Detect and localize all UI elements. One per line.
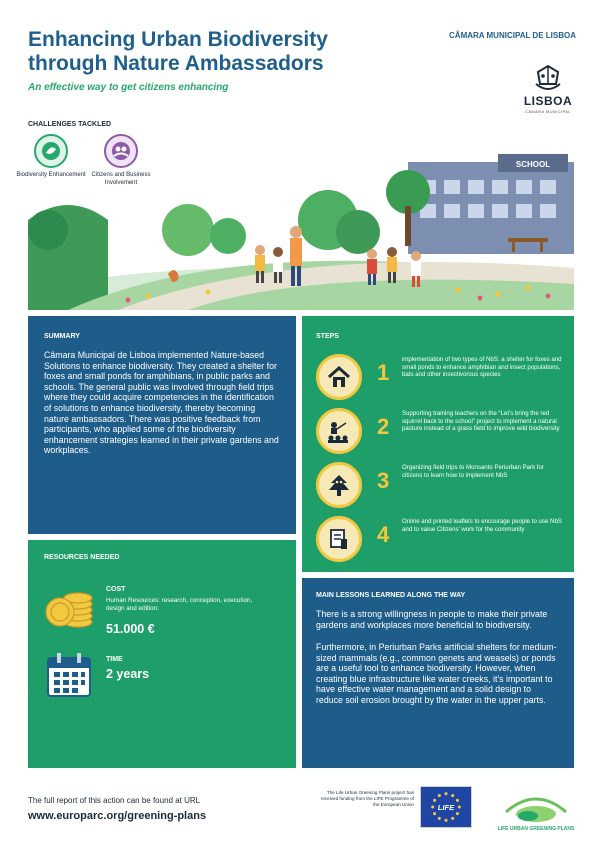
step-text: Supporting training teachers on the “Let’s bring the red squirrel back to the school” project to implement a natural pasture instead of a grass field to improve wild biodiversity (402, 410, 560, 433)
steps-panel (302, 316, 574, 572)
organization-name: CÂMARA MUNICIPAL DE LISBOA (449, 31, 576, 40)
challenge-label: Biodiversity Enhancement (16, 172, 86, 178)
lessons-title: MAIN LESSONS LEARNED ALONG THE WAY (316, 592, 466, 599)
time-label: TIME (106, 656, 123, 663)
resources-title: RESOURCES NEEDED (44, 554, 120, 561)
eu-life-logo-icon (420, 786, 472, 828)
challenge-label: Citizens and Business Involvement (91, 172, 151, 186)
school-sign: SCHOOL (515, 160, 551, 169)
step-item (302, 458, 574, 514)
coins-icon (44, 584, 96, 630)
summary-text: Câmara Municipal de Lisboa implemented Nature-based Solutions to enhance biodiversity. They created a shelter for foxes and small ponds for amphibians, in public parks and schools. The general public was involved through field trips where they could acquire competencies in the identification of solutions to enhance biodiversity, thereby becoming nature ambassadors. There was positive feedback from participants, who applied some of the biodiversity enhancement strategies learned in their private gardens and workplaces. (44, 350, 279, 456)
summary-title: SUMMARY (44, 333, 80, 340)
logo-text: LISBOA (523, 94, 573, 108)
lessons-panel (302, 578, 574, 768)
training-icon (316, 408, 362, 454)
field-trip-icon (316, 462, 362, 508)
footer-url-link[interactable]: www.europarc.org/greening-plans (28, 810, 207, 822)
challenges-title: CHALLENGES TACKLED (28, 121, 112, 128)
lessons-text-2: Furthermore, in Periurban Parks artificial shelters for medium-sized mammals (e.g., common genets and weasels) or ponds are a useful tool to enhance biodiversity. However, when creating blue infrastructure like water creeks, it’s important to have effective water management and a solid design to reduce soil erosion brought by the water in the upper parts. (316, 642, 557, 705)
step-number: 2 (377, 414, 390, 439)
page-subtitle: An effective way to get citizens enhancing (28, 82, 229, 93)
footer-note: The full report of this action can be found at URL (28, 796, 201, 805)
summary-panel (28, 316, 296, 534)
step-number: 3 (377, 468, 390, 493)
cost-value: 51.000 € (106, 622, 155, 636)
cost-label: COST (106, 586, 126, 593)
step-text: Organizing field trips to Monsanto Periurban Park for citizens to learn how to implement NbS (402, 464, 544, 479)
page-title: Enhancing Urban Biodiversity through Nature Ambassadors (28, 28, 328, 75)
logo-subtext: CÂMARA MUNICIPAL (525, 109, 571, 114)
cost-text: Human Resources: research, conception, execution, design and edition: (106, 597, 253, 612)
step-number: 1 (377, 360, 390, 385)
life-urban-greening-label: LIFE URBAN GREENING PLANS (498, 826, 574, 832)
step-item (302, 404, 574, 460)
leaflet-icon (316, 516, 362, 562)
resources-panel (28, 540, 296, 768)
calendar-icon (46, 652, 92, 698)
time-value: 2 years (106, 667, 150, 681)
lessons-text-1: There is a strong willingness in people to make their private gardens and workplaces more beneficial to biodiversity. (316, 609, 548, 630)
step-item (302, 512, 574, 568)
step-text: Online and printed leaflets to encourage people to use NbS and to value Citizens’ work for the community (402, 518, 562, 533)
step-text: implementation of two types of NbS: a shelter for foxes and small ponds to enhance amphibian and insect populations, bats and other insectivorous species (402, 356, 562, 379)
step-number: 4 (377, 522, 390, 547)
life-urban-greening-logo-icon (498, 782, 574, 834)
eu-life-label: LIFE (437, 802, 455, 812)
steps-title: STEPS (316, 333, 339, 340)
funding-statement: The Life Urban Greening Plans project has received funding from the LIFE Programme of the European Union (320, 790, 414, 807)
park-school-illustration (28, 150, 574, 310)
step-item (302, 350, 574, 406)
shelter-icon (316, 354, 362, 400)
